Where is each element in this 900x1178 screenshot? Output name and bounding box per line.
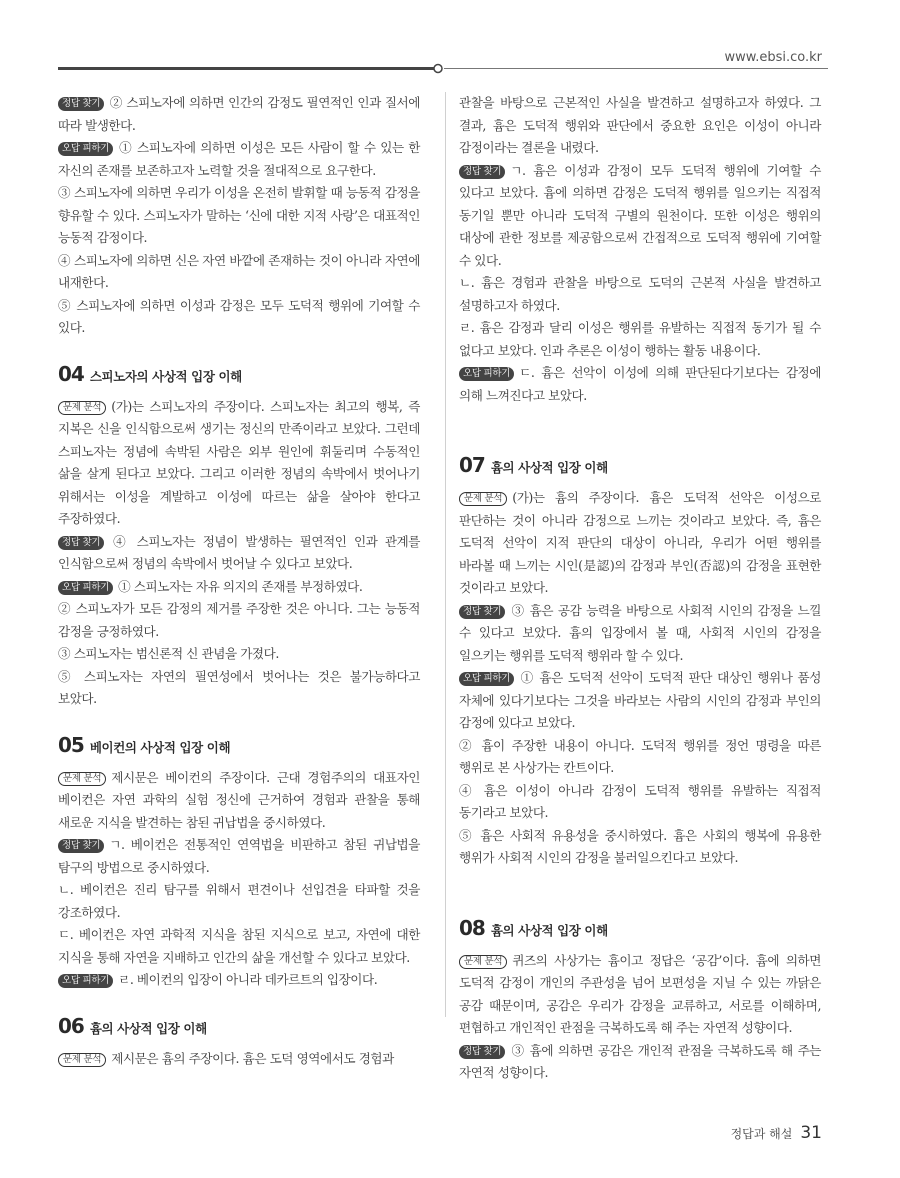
explanation-paragraph [58,969,420,992]
explanation-paragraph [459,272,821,317]
explanation-paragraph [58,137,420,182]
explanation-paragraph [459,362,821,407]
paragraph-text: ④ 흄은 이성이 아니라 감정이 도덕적 행위를 유발하는 직접적 동기라고 보았다. [459,782,821,820]
paragraph-text: ㄱ. 흄은 이성과 감정이 모두 도덕적 행위에 기여할 수 있다고 보았다. 흄에 의하면 감정은 도덕적 행위를 일으키는 직접적 동기일 뿐만 아니라 도덕적 구별의 원천이다. 또한 이성은 행위의 대상에 관한 정보를 제공함으로써 간접적으로 도덕적 행위에 기여할 수 있다. [459,162,821,268]
page-number: 31 [800,1123,822,1143]
paragraph-text: ② 스피노자가 모든 감정의 제거를 주장한 것은 아니다. 그는 능동적 감정을 긍정하였다. [58,601,420,639]
paragraph-text: ③ 스피노자에 의하면 우리가 이성을 온전히 발휘할 때 능동적 감정을 향유할 수 있다. 스피노자가 말하는 ‘신에 대한 지적 사랑’은 대표적인 능동적 감정이다. [58,185,420,245]
page-footer [731,1123,822,1143]
explanation-paragraph [459,600,821,668]
explanation-paragraph [58,643,420,666]
left-column [58,92,420,1070]
explanation-paragraph [58,396,420,531]
answer-badge: 정답 찾기 [58,536,104,550]
section-title: 스피노자의 사상적 입장 이해 [89,368,242,384]
explanation-paragraph [58,767,420,835]
section-heading [58,733,420,763]
paragraph-text: ③ 흄에 의하면 공감은 개인적 관점을 극복하도록 해 주는 자연적 성향이다. [459,1042,821,1080]
explanation-paragraph [459,735,821,780]
section-title: 흄의 사상적 입장 이해 [490,922,608,938]
explanation-paragraph [459,160,821,273]
explanation-paragraph [58,924,420,969]
wrong-answer-badge: 오답 피하기 [459,367,514,381]
answer-badge: 정답 찾기 [58,97,104,111]
section-08 [459,916,821,1085]
explanation-paragraph [58,879,420,924]
paragraph-text: ㄴ. 베이컨은 진리 탐구를 위해서 편견이나 선입견을 타파할 것을 강조하였다. [58,882,420,920]
section-title: 흄의 사상적 입장 이해 [89,1020,207,1036]
paragraph-text: 제시문은 베이컨의 주장이다. 근대 경험주의의 대표자인 베이컨은 자연 과학의 실험 정신에 근거하여 경험과 관찰을 통해 새로운 지식을 발견하는 참된 귀납법을 중시하였다. [58,769,420,830]
section-number: 08 [459,915,485,940]
section-number: 06 [58,1013,84,1038]
explanation-paragraph [58,576,420,599]
analysis-badge: 문제 분석 [58,772,106,786]
section-04 [58,362,420,711]
analysis-badge: 문제 분석 [459,492,507,506]
explanation-paragraph [58,92,420,137]
paragraph-text: 퀴즈의 사상가는 흄이고 정답은 ‘공감’이다. 흄에 의하면 도덕적 감정이 개인의 주관성을 넘어 보편성을 지닐 수 있는 까닭은 공감 때문이며, 공감은 우리가 감정을 교류하고, 서로를 이해하며, 편협하고 개인적인 관점을 극복하도록 해 주는 자연적 성향이다. [459,952,821,1035]
answer-badge: 정답 찾기 [459,165,505,179]
explanation-paragraph [58,250,420,295]
answer-badge: 정답 찾기 [459,605,505,619]
explanation-paragraph [58,295,420,340]
paragraph-text: ㄴ. 흄은 경험과 관찰을 바탕으로 도덕의 근본적 사실을 발견하고 설명하고자 하였다. [459,275,821,313]
paragraph-text: ㄷ. 흄은 선악이 이성에 의해 판단된다기보다는 감정에 의해 느껴진다고 보았다. [459,365,821,403]
paragraph-text: ① 스피노자는 자유 의지의 존재를 부정하였다. [118,578,363,594]
section-number: 07 [459,453,485,477]
section-06 [58,1014,420,1071]
wrong-answer-badge: 오답 피하기 [459,672,514,686]
analysis-badge: 문제 분석 [58,401,106,415]
explanation-paragraph [58,182,420,250]
section-heading [459,916,821,946]
paragraph-text: ② 스피노자에 의하면 인간의 감정도 필연적인 인과 질서에 따라 발생한다. [58,95,420,133]
section-number: 04 [58,361,84,386]
wrong-answer-badge: 오답 피하기 [58,142,113,156]
analysis-badge: 문제 분석 [58,1053,106,1067]
answer-badge: 정답 찾기 [58,839,104,853]
explanation-paragraph [459,950,821,1040]
explanation-paragraph [459,667,821,735]
paragraph-text: ① 스피노자에 의하면 이성은 모든 사람이 할 수 있는 한 자신의 존재를 보존하고자 노력할 것을 절대적으로 요구한다. [58,140,420,178]
paragraph-text: ㄹ. 베이컨의 입장이 아니라 데카르트의 입장이다. [118,972,378,987]
section-05 [58,733,420,992]
paragraph-text: (가)는 흄의 주장이다. 흄은 도덕적 선악은 이성으로 판단하는 것이 아니라 감정으로 느끼는 것이라고 보았다. 즉, 흄은 도덕적 선악이 지적 판단의 대상이 아니라, 우리가 어떤 행위를 바라볼 때 느끼는 시인(是認)의 감정과 부인(否認)의 감정을 표현한 것이라고 보았다. [459,490,821,595]
explanation-paragraph [459,1040,821,1085]
section-title: 베이컨의 사상적 입장 이해 [89,739,231,755]
paragraph-text: ⑤ 흄은 사회적 유용성을 중시하였다. 흄은 사회의 행복에 유용한 행위가 사회적 시인의 감정을 불러일으킨다고 보았다. [459,827,821,865]
answer-badge: 정답 찾기 [459,1045,505,1059]
footer-label: 정답과 해설 [730,1127,793,1141]
section-03-continued [58,92,420,340]
paragraph-text: 제시문은 흄의 주장이다. 흄은 도덕 영역에서도 경험과 [111,1050,394,1066]
paragraph-text: 관찰을 바탕으로 근본적인 사실을 발견하고 설명하고자 하였다. 그 결과, 흄은 도덕적 행위와 판단에서 중요한 요인은 이성이 아니라 감정이라는 결론을 내렸다. [459,95,821,155]
paragraph-text: ① 흄은 도덕적 선악이 도덕적 판단 대상인 행위나 품성 자체에 있다기보다는 그것을 바라보는 사람의 시인의 감정과 부인의 감정에 있다고 보았다. [459,670,821,730]
explanation-paragraph [58,1048,420,1071]
paragraph-text: ㄹ. 흄은 감정과 달리 이성은 행위를 유발하는 직접적 동기가 될 수 없다고 보았다. 인과 추론은 이성이 행하는 활동 내용이다. [459,320,821,358]
paragraph-text: ② 흄이 주장한 내용이 아니다. 도덕적 행위를 정언 명령을 따른 행위로 본 사상가는 칸트이다. [459,737,821,775]
explanation-paragraph [459,317,821,362]
explanation-paragraph [459,92,821,160]
section-06-continued [459,92,821,407]
paragraph-text: ④ 스피노자에 의하면 신은 자연 바깥에 존재하는 것이 아니라 자연에 내재한다. [58,252,420,290]
paragraph-text: ㄷ. 베이컨은 자연 과학적 지식을 참된 지식으로 보고, 자연에 대한 지식을 통해 자연을 지배하고 인간의 삶을 개선할 수 있다고 보았다. [58,927,420,965]
explanation-paragraph [58,598,420,643]
section-title: 흄의 사상적 입장 이해 [490,460,608,475]
wrong-answer-badge: 오답 피하기 [58,974,113,988]
section-07 [459,453,821,870]
header-rule [58,62,828,76]
paragraph-text: ③ 스피노자는 범신론적 신 관념을 가졌다. [58,646,279,661]
paragraph-text: ③ 흄은 공감 능력을 바탕으로 사회적 시인의 감정을 느낄 수 있다고 보았다. 흄의 입장에서 볼 때, 사회적 시인의 감정을 일으키는 행위를 도덕적 행위라 할 수 있다. [459,602,821,663]
paragraph-text: ⑤ 스피노자에 의하면 이성과 감정은 모두 도덕적 행위에 기여할 수 있다. [58,297,420,335]
section-heading [459,453,821,483]
analysis-badge: 문제 분석 [459,955,507,969]
paragraph-text: (가)는 스피노자의 주장이다. 스피노자는 최고의 행복, 즉 지복은 신을 인식함으로써 생기는 정신의 만족이라고 보았다. 그런데 스피노자는 정념에 속박된 사람은 외부 원인에 휘둘리며 수동적인 삶을 살게 된다고 보았다. 그리고 이러한 정념의 속박에서 벗어나기 위해서는 이성을 계발하고 이성에 따르는 삶을 살아야 한다고 주장하였다. [58,398,420,526]
section-number: 05 [58,732,84,757]
paragraph-text: ㄱ. 베이컨은 전통적인 연역법을 비판하고 참된 귀납법을 탐구의 방법으로 중시하였다. [58,837,420,875]
column-divider [445,92,446,1017]
explanation-paragraph [58,531,420,576]
explanation-paragraph [459,780,821,825]
section-heading [58,362,420,392]
explanation-paragraph [459,825,821,870]
explanation-paragraph [58,834,420,879]
paragraph-text: ⑤ 스피노자는 자연의 필연성에서 벗어나는 것은 불가능하다고 보았다. [58,668,420,706]
explanation-paragraph [459,487,821,600]
wrong-answer-badge: 오답 피하기 [58,581,113,595]
section-heading [58,1014,420,1044]
right-column [459,92,821,1085]
paragraph-text: ④ 스피노자는 정념이 발생하는 필연적인 인과 관계를 인식함으로써 정념의 속박에서 벗어날 수 있다고 보았다. [58,533,420,571]
site-url[interactable]: www.ebsi.co.kr [724,50,822,65]
explanation-paragraph [58,666,420,711]
